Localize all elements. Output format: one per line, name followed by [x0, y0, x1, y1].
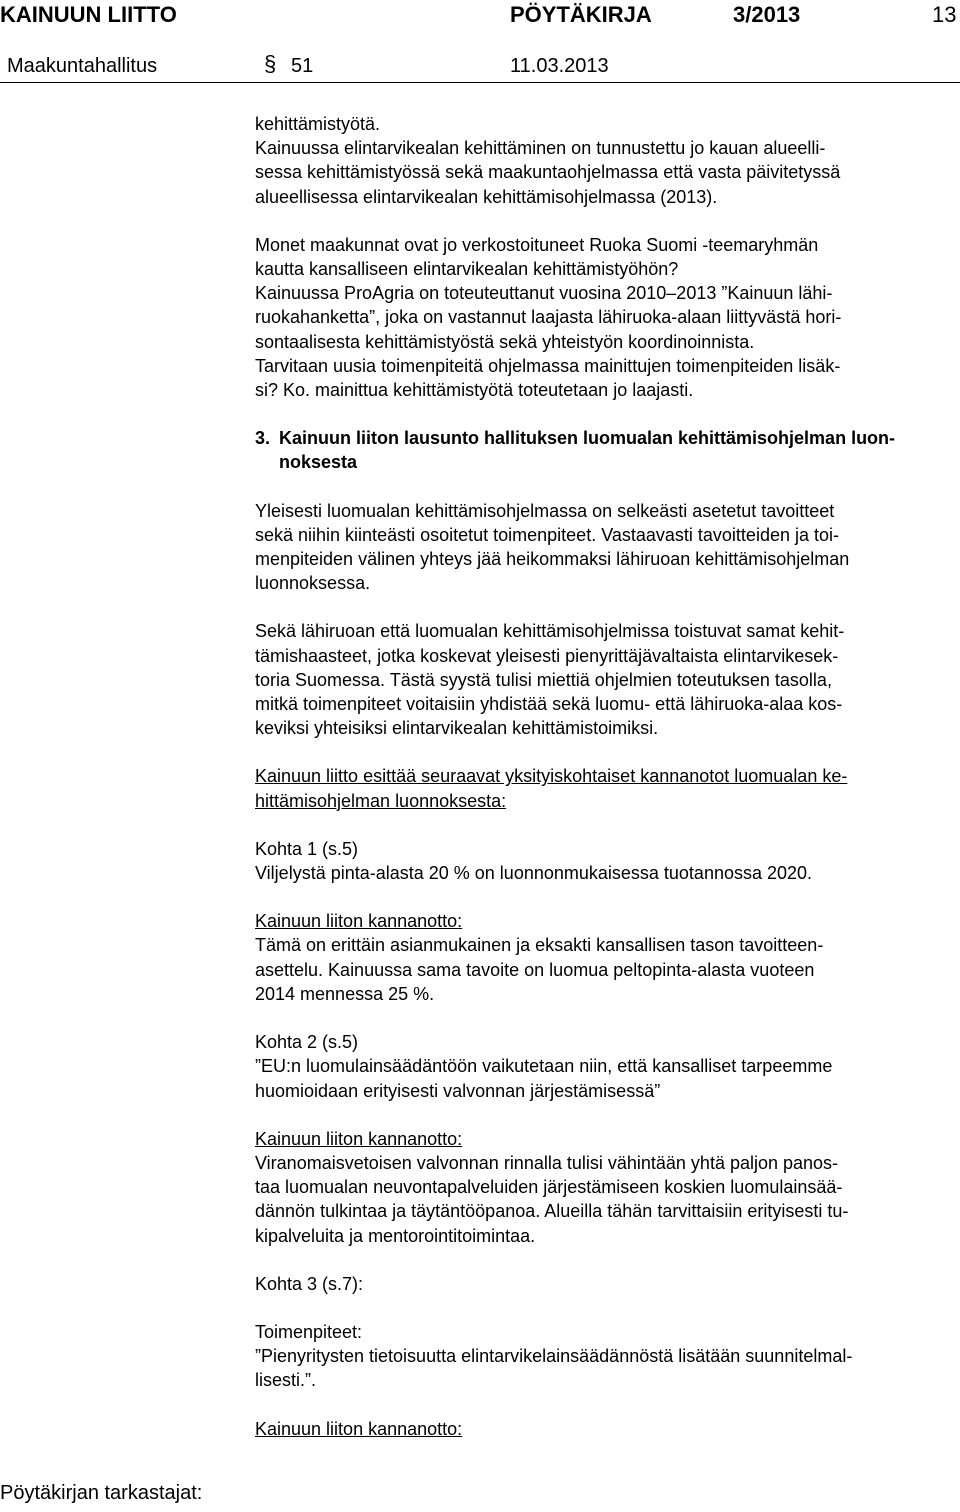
text-line: Kainuun liitto esittää seuraavat yksityiskohtaiset kannanotot luomualan ke-	[255, 766, 848, 787]
text-line: Kainuun liiton kannanotto:	[255, 911, 463, 932]
text-line: Kainuussa elintarvikealan kehittäminen on tunnustettu jo kauan alueelli-	[255, 138, 826, 159]
text-line: tämishaasteet, jotka koskevat yleisesti pienyrittäjävaltaista elintarvikesek-	[255, 645, 839, 666]
text-line: Kainuun liiton kannanotto:	[255, 1418, 463, 1439]
statement-label-3	[255, 1417, 955, 1441]
text-line: Tarvitaan uusia toimenpiteitä ohjelmassa mainittujen toimenpiteiden lisäk-	[255, 355, 841, 376]
statement-text-1	[255, 933, 955, 1006]
statement-label-2	[255, 1127, 955, 1151]
header-divider	[0, 82, 960, 83]
text-line: Kainuun liiton lausunto hallituksen luomualan kehittämisohjelman luon-	[279, 428, 896, 449]
text-line: Viljelystä pinta-alasta 20 % on luonnonmukaisessa tuotannossa 2020.	[255, 863, 813, 884]
meeting-body: Maakuntahallitus	[7, 55, 158, 77]
text-line: toria Suomessa. Tästä syystä tulisi miettiä ohjelmien toteutuksen tasolla,	[255, 669, 832, 690]
text-line: 2014 mennessa 25 %.	[255, 983, 435, 1004]
text-line: menpiteiden välinen yhteys jää heikommaksi lähiruoan kehittämisohjelman	[255, 549, 850, 570]
paragraph-statements-intro	[255, 764, 955, 812]
item-1	[255, 837, 955, 885]
text-line: Kohta 1 (s.5)	[255, 838, 359, 859]
header-top-row	[0, 2, 960, 32]
paragraph-challenges	[255, 619, 955, 740]
text-line: kautta kansalliseen elintarvikealan kehittämistyöhön?	[255, 259, 679, 280]
measures-label	[255, 1320, 955, 1344]
text-line: sontaalisesta kehittämistyöstä sekä yhteistyön koordinoinnista.	[255, 331, 755, 352]
text-line: alueellisessa elintarvikealan kehittämisohjelmassa (2013).	[255, 186, 718, 207]
text-line: Yleisesti luomualan kehittämisohjelmassa on selkeästi asetetut tavoitteet	[255, 500, 835, 521]
text-line: Sekä lähiruoan että luomualan kehittämisohjelmissa toistuvat samat kehit-	[255, 621, 845, 642]
section-sign-icon: §	[264, 51, 277, 76]
text-line: huomioidaan erityisesti valvonnan järjestämisessä”	[255, 1080, 661, 1101]
text-line: sekä niihin kiinteästi osoitetut toimenpiteet. Vastaavasti tavoitteiden ja toi-	[255, 524, 839, 545]
document-number: 3/2013	[733, 2, 801, 27]
text-line: lisesti.”.	[255, 1370, 317, 1391]
section-heading-text	[279, 426, 895, 474]
text-line: asettelu. Kainuussa sama tavoite on luomua peltopinta-alasta vuoteen	[255, 959, 815, 980]
organization-name: KAINUUN LIITTO	[0, 2, 177, 27]
text-line: dännön tulkintaa ja täytäntööpanoa. Alueilla tähän tarvittaisiin erityisesti tu-	[255, 1201, 849, 1222]
text-line: Tämä on erittäin asianmukainen ja eksakti kansallisen tason tavoitteen-	[255, 935, 824, 956]
section-heading	[255, 426, 955, 474]
meeting-date: 11.03.2013	[510, 55, 609, 77]
text-line: Monet maakunnat ovat jo verkostoituneet Ruoka Suomi -teemaryhmän	[255, 234, 819, 255]
text-line: sessa kehittämistyössä sekä maakuntaohjelmassa että vasta päivitetyssä	[255, 162, 841, 183]
text-line: Kohta 2 (s.5)	[255, 1032, 359, 1053]
paragraph-general	[255, 499, 955, 596]
paragraph-intro	[255, 112, 955, 209]
text-line: luonnoksessa.	[255, 573, 371, 594]
text-line: Kainuussa ProAgria on toteuteuttanut vuosina 2010–2013 ”Kainuun lähi-	[255, 283, 833, 304]
footer-reviewers-label: Pöytäkirjan tarkastajat:	[0, 1482, 203, 1504]
text-line: si? Ko. mainittua kehittämistyötä toteutetaan jo laajasti.	[255, 380, 694, 401]
text-line: Kohta 3 (s.7):	[255, 1273, 364, 1294]
text-line: Kainuun liiton kannanotto:	[255, 1128, 463, 1149]
text-line: mitkä toimenpiteet voitaisiin yhdistää sekä luomu- että lähiruoka-alaa kos-	[255, 694, 843, 715]
document-body	[255, 112, 955, 1441]
text-line: Viranomaisvetoisen valvonnan rinnalla tulisi vähintään yhtä paljon panos-	[255, 1152, 839, 1173]
header-sub-row	[0, 51, 960, 85]
text-line: taa luomualan neuvontapalveluiden järjestämiseen koskien luomulainsää-	[255, 1177, 843, 1198]
statement-label-1	[255, 909, 955, 933]
text-line: ”Pienyritysten tietoisuutta elintarvikelainsäädännöstä lisätään suunnitelmal-	[255, 1346, 853, 1367]
document-type: PÖYTÄKIRJA	[510, 2, 652, 27]
text-line: hittämisohjelman luonnoksesta:	[255, 790, 507, 811]
text-line: ”EU:n luomulainsäädäntöön vaikutetaan niin, että kansalliset tarpeemme	[255, 1056, 833, 1077]
page-number: 13	[932, 2, 957, 27]
paragraph-networks	[255, 233, 955, 402]
text-line: noksesta	[279, 452, 358, 473]
text-line: keviksi yhteisiksi elintarvikealan kehittämistoimiksi.	[255, 718, 659, 739]
text-line: Toimenpiteet:	[255, 1321, 363, 1342]
text-line: kipalveluita ja mentorointitoimintaa.	[255, 1225, 536, 1246]
section-heading-number: 3.	[255, 428, 271, 449]
text-line: kehittämistyötä.	[255, 114, 381, 134]
section-number: 51	[291, 55, 314, 77]
item-3	[255, 1272, 955, 1296]
measures-text	[255, 1344, 955, 1392]
statement-text-2	[255, 1151, 955, 1248]
item-2	[255, 1030, 955, 1103]
text-line: ruokahanketta”, joka on vastannut laajasta lähiruoka-alaan liittyvästä hori-	[255, 307, 842, 328]
